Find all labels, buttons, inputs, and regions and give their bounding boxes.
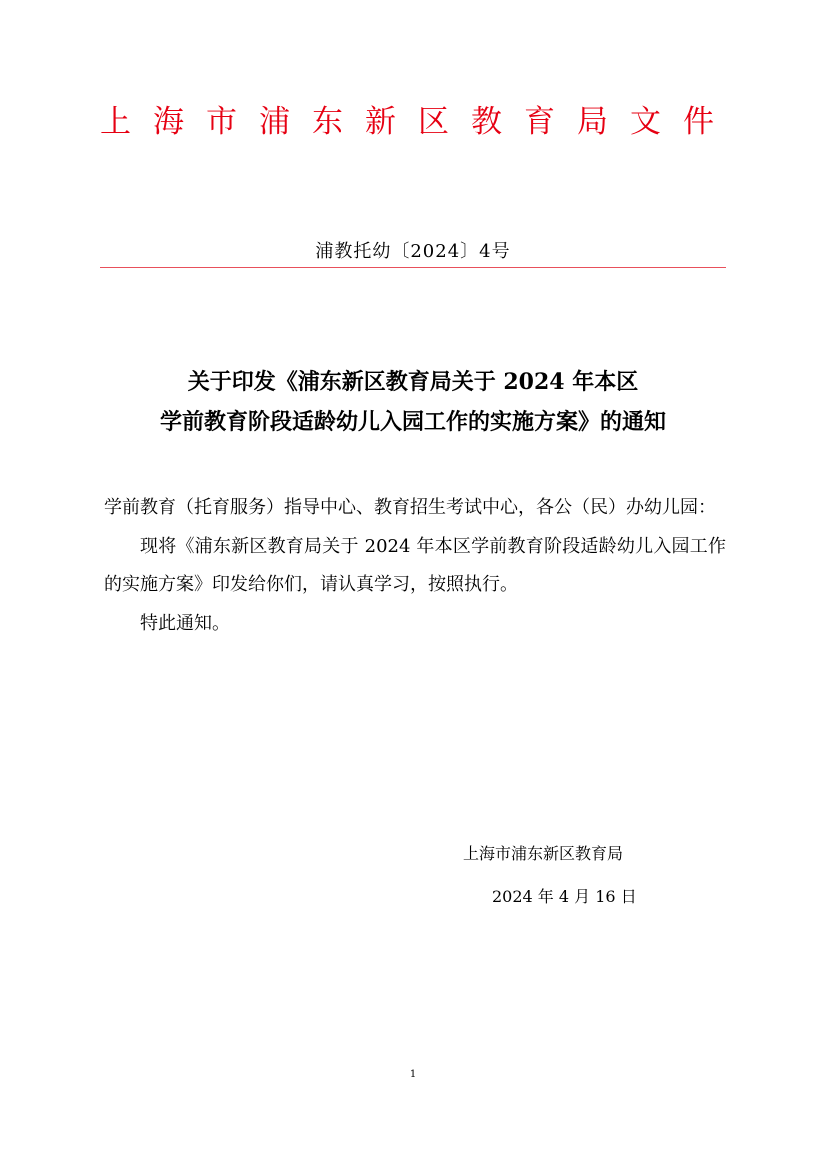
title-line-2: 学前教育阶段适龄幼儿入园工作的实施方案》的通知: [159, 409, 666, 435]
red-divider-line: [100, 267, 726, 268]
document-number: 浦教托幼〔2024〕4号: [315, 241, 511, 262]
page-number: 1: [409, 1069, 417, 1080]
document-masthead: 上海市浦东新区教育局文件: [100, 104, 736, 140]
document-title: [90, 362, 736, 442]
title-line-1: 关于印发《浦东新区教育局关于 2024 年本区: [187, 369, 639, 395]
addressee: 学前教育（托育服务）指导中心、教育招生考试中心，各公（民）办幼儿园：: [104, 497, 716, 518]
issue-date: 2024 年 4 月 16 日: [492, 887, 637, 906]
issuer-signature: 上海市浦东新区教育局: [463, 844, 624, 863]
closing-remark: 特此通知。: [140, 612, 230, 634]
document-body: [104, 489, 726, 643]
body-paragraph: 现将《浦东新区教育局关于 2024 年本区学前教育阶段适龄幼儿入园工作的实施方案》印发给你们，请认真学习，按照执行。: [104, 535, 726, 595]
